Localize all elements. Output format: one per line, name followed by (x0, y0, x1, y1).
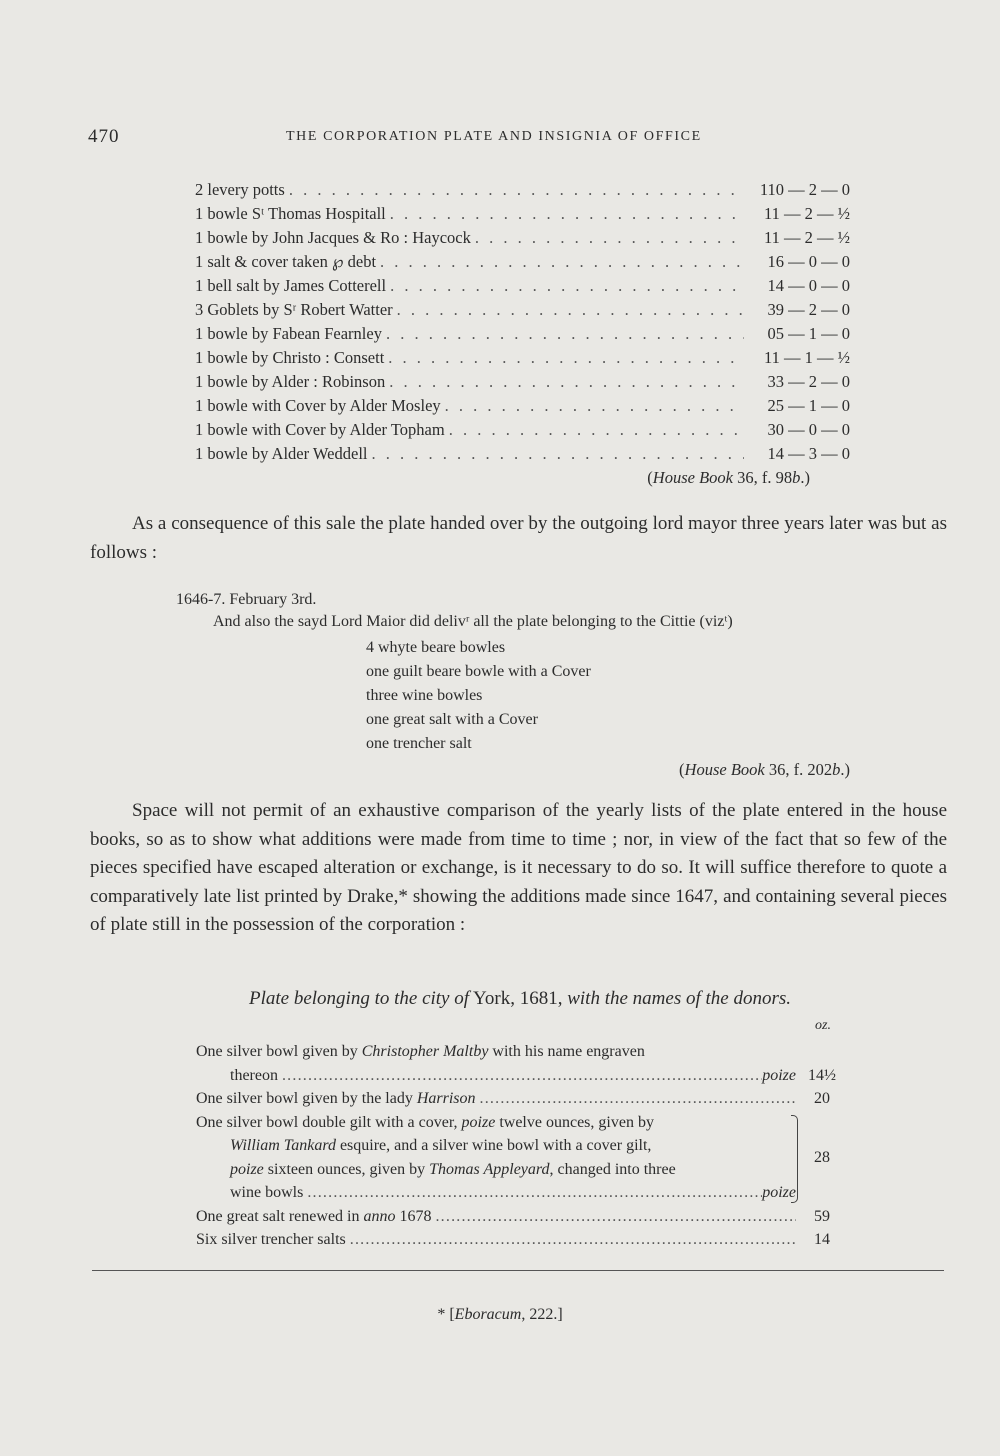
running-head: THE CORPORATION PLATE AND INSIGNIA OF OFFICE (286, 129, 702, 144)
weight-value: 59 (814, 1207, 830, 1225)
weight-value: 20 (814, 1090, 830, 1107)
item-description: 1 bowle by Christo : Consett (195, 348, 385, 367)
paragraph-consequence: As a consequence of this sale the plate handed over by the outgoing lord mayor three years later was but as follows : (90, 513, 947, 563)
inventory-row (195, 324, 850, 348)
unit-label: oz. (815, 1018, 831, 1033)
page-number: 470 (88, 126, 120, 147)
item-weight: 14 — 3 — 0 (767, 444, 850, 463)
item-description: 1 salt & cover taken ℘ debt (195, 252, 377, 271)
plate-list-title: Plate belonging to the city of York, 1681, with the names of the donors. (248, 988, 791, 1009)
table-row: Six silver trencher salts ..... 14 (196, 1228, 842, 1252)
dot-leader (471, 228, 744, 248)
item-description: 1 bell salt by James Cotterell (195, 276, 387, 295)
inventory-row (195, 396, 850, 420)
item-weight: 110 — 2 — 0 (759, 180, 850, 199)
item-weight: 11 — 2 — ½ (763, 204, 850, 223)
list-item: one trencher salt (366, 735, 472, 752)
dot-leader (445, 420, 744, 440)
dot-leader (382, 324, 744, 344)
inventory-row (195, 252, 850, 276)
dot-leader (285, 180, 744, 200)
list-item: one guilt beare bowle with a Cover (366, 663, 591, 680)
dot-leader (441, 396, 744, 416)
inventory-row (195, 228, 850, 252)
page-header (88, 126, 948, 150)
item-weight: 30 — 0 — 0 (767, 420, 850, 439)
list-item: one great salt with a Cover (366, 711, 538, 728)
inventory-row (195, 180, 850, 204)
dot-leader (385, 372, 744, 392)
item-weight: 14 — 0 — 0 (767, 276, 850, 295)
plate-list-table (196, 1040, 842, 1252)
list-item: 4 whyte beare bowles (366, 639, 506, 656)
item-description: 2 levery potts (195, 180, 285, 199)
dot-leader (386, 204, 744, 224)
item-weight: 16 — 0 — 0 (767, 252, 850, 271)
item-description: 1 bowle by Fabean Fearnley (195, 324, 382, 343)
footnote-rule (92, 1270, 944, 1271)
item-weight: 39 — 2 — 0 (767, 300, 850, 319)
paragraph-comparison: Space will not permit of an exhaustive comparison of the yearly lists of the plate entered in the house books, so as to show what additions were made from time to time ; nor, in view of the fact that so few of the pieces specified have escaped alteration or exchange, is it necessary to do so. It will suffice therefore to quote a comparatively late list printed by Drake,* showing the additions made since 1647, and containing several pieces of plate still in the possession of the corporation : (90, 800, 947, 935)
inventory-row (195, 420, 850, 444)
item-description: 1 bowle Sᵗ Thomas Hospitall (195, 204, 386, 223)
weight-value: 14 (814, 1231, 830, 1248)
item-weight: 11 — 2 — ½ (763, 228, 850, 247)
inventory-row (195, 276, 850, 300)
dot-leader (368, 444, 744, 464)
item-description: 1 bowle with Cover by Alder Topham (195, 420, 445, 439)
table-row: One silver bowl given by Christopher Maltby with his name engraven thereon ..... poize 14½ (196, 1040, 842, 1087)
inventory-row (195, 444, 850, 468)
brace-mark (791, 1115, 798, 1203)
dot-leader (384, 348, 744, 368)
plate-inventory-list (195, 180, 850, 468)
handed-over-items (366, 636, 591, 756)
citation-house-book-202b: (House Book 36, f. 202b.) (679, 760, 850, 779)
dot-leader (386, 276, 744, 296)
entry-text: And also the sayd Lord Maior did delivʳ all the plate belonging to the Cittie (vizᵗ) (213, 613, 733, 630)
item-description: 1 bowle with Cover by Alder Mosley (195, 396, 441, 415)
weight-value: 28 (814, 1148, 830, 1166)
citation-house-book-98b: (House Book 36, f. 98b.) (647, 468, 810, 487)
dot-leader (376, 252, 744, 272)
item-description: 1 bowle by John Jacques & Ro : Haycock (195, 228, 471, 247)
weight-value: 14½ (808, 1066, 836, 1084)
item-description: 1 bowle by Alder : Robinson (195, 372, 386, 391)
list-item: three wine bowles (366, 687, 483, 704)
inventory-row (195, 300, 850, 324)
footnote: * [Eboracum, 222.] (437, 1306, 563, 1323)
item-description: 1 bowle by Alder Weddell (195, 444, 368, 463)
item-weight: 05 — 1 — 0 (767, 324, 850, 343)
item-weight: 33 — 2 — 0 (767, 372, 850, 391)
dot-leader (393, 300, 744, 320)
inventory-row (195, 204, 850, 228)
item-description: 3 Goblets by Sʳ Robert Watter (195, 300, 393, 319)
entry-date: 1646-7. February 3rd. (176, 591, 317, 608)
inventory-row (195, 348, 850, 372)
table-row: One silver bowl given by the lady Harrison ..... 20 (196, 1087, 842, 1111)
inventory-row (195, 372, 850, 396)
item-weight: 11 — 1 — ½ (763, 348, 850, 367)
table-row: One great salt renewed in anno 1678 ..... 59 (196, 1205, 842, 1229)
item-weight: 25 — 1 — 0 (767, 396, 850, 415)
table-row: One silver bowl double gilt with a cover, poize twelve ounces, given by William Tankard esquire, and a silver wine bowl with a cover gilt, poize sixteen ounces, given by Thomas Appleyard, changed into three wine bowls ..... poize 28 (196, 1111, 842, 1205)
